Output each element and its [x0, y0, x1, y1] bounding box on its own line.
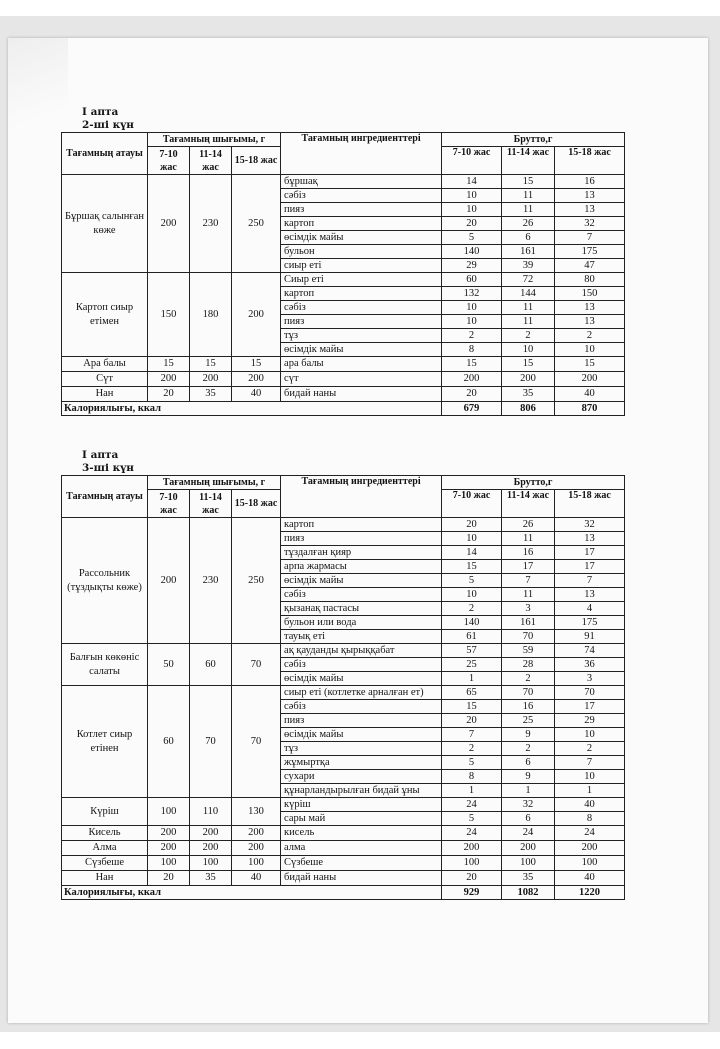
- ingredient-name: бұршақ: [281, 175, 442, 189]
- brutto-value: 25: [442, 658, 502, 672]
- viewer-bottom-bar: [0, 1032, 720, 1049]
- section2-day: 3-ші күн: [82, 462, 134, 474]
- brutto-value: 17: [502, 560, 555, 574]
- ingredient-name: сәбіз: [281, 700, 442, 714]
- brutto-value: 8: [442, 343, 502, 357]
- header-brutto-age: 7-10 жас: [442, 490, 502, 518]
- ingredient-name: бидай наны: [281, 871, 442, 886]
- dish-name: Сүт: [62, 372, 148, 387]
- dish-name: Балғын көкөніс салаты: [62, 644, 148, 686]
- brutto-value: 140: [442, 245, 502, 259]
- dish-output: 230: [190, 175, 232, 273]
- brutto-value: 11: [502, 189, 555, 203]
- brutto-value: 2: [502, 329, 555, 343]
- brutto-value: 2: [442, 742, 502, 756]
- brutto-value: 140: [442, 616, 502, 630]
- dish-output: 250: [232, 518, 281, 644]
- brutto-value: 2: [442, 329, 502, 343]
- brutto-value: 150: [555, 287, 625, 301]
- brutto-value: 15: [555, 357, 625, 372]
- section1-day: 2-ші күн: [82, 119, 134, 131]
- brutto-value: 1: [502, 784, 555, 798]
- dish-output: 60: [190, 644, 232, 686]
- brutto-value: 35: [502, 387, 555, 402]
- brutto-value: 7: [555, 756, 625, 770]
- dish-name: Күріш: [62, 798, 148, 826]
- header-brutto: Брутто,г: [442, 476, 625, 490]
- dish-output: 100: [232, 856, 281, 871]
- dish-output: 15: [190, 357, 232, 372]
- header-ingredients: Тағамның ингредиенттері: [281, 133, 442, 175]
- brutto-value: 161: [502, 245, 555, 259]
- dish-output: 40: [232, 387, 281, 402]
- dish-output: 70: [190, 686, 232, 798]
- brutto-value: 15: [442, 357, 502, 372]
- dish-output: 20: [148, 871, 190, 886]
- brutto-value: 24: [442, 826, 502, 841]
- brutto-value: 2: [555, 742, 625, 756]
- brutto-value: 6: [502, 231, 555, 245]
- dish-name: Алма: [62, 841, 148, 856]
- ingredient-name: картоп: [281, 217, 442, 231]
- brutto-value: 11: [502, 315, 555, 329]
- dish-output: 50: [148, 644, 190, 686]
- brutto-value: 200: [502, 841, 555, 856]
- brutto-value: 36: [555, 658, 625, 672]
- ingredient-name: тұз: [281, 329, 442, 343]
- ingredient-name: сәбіз: [281, 588, 442, 602]
- brutto-value: 10: [442, 189, 502, 203]
- dish-output: 200: [232, 372, 281, 387]
- dish-output: 15: [232, 357, 281, 372]
- ingredient-name: сәбіз: [281, 189, 442, 203]
- brutto-value: 10: [555, 728, 625, 742]
- brutto-value: 10: [442, 315, 502, 329]
- header-brutto: Брутто,г: [442, 133, 625, 147]
- ingredient-name: өсімдік майы: [281, 343, 442, 357]
- dish-name: Котлет сиыр етінен: [62, 686, 148, 798]
- dish-name: Картоп сиыр етімен: [62, 273, 148, 357]
- dish-output: 100: [190, 856, 232, 871]
- brutto-value: 17: [555, 560, 625, 574]
- header-output-age: 15-18 жас: [232, 490, 281, 518]
- calories-label: Калориялығы, ккал: [62, 886, 442, 900]
- calories-row: [62, 886, 625, 900]
- ingredient-name: өсімдік майы: [281, 231, 442, 245]
- calories-value: 1082: [502, 886, 555, 900]
- ingredient-name: қызанақ пастасы: [281, 602, 442, 616]
- dish-name: Нан: [62, 387, 148, 402]
- dish-output: 110: [190, 798, 232, 826]
- brutto-value: 5: [442, 231, 502, 245]
- ingredient-name: сәбіз: [281, 301, 442, 315]
- brutto-value: 11: [502, 532, 555, 546]
- brutto-value: 17: [555, 700, 625, 714]
- ingredient-name: күріш: [281, 798, 442, 812]
- ingredient-name: Сүзбеше: [281, 856, 442, 871]
- calories-label: Калориялығы, ккал: [62, 402, 442, 416]
- brutto-value: 10: [555, 343, 625, 357]
- brutto-value: 7: [555, 574, 625, 588]
- brutto-value: 2: [502, 742, 555, 756]
- brutto-value: 28: [502, 658, 555, 672]
- brutto-value: 11: [502, 588, 555, 602]
- header-output-age: 11-14 жас: [190, 147, 232, 175]
- brutto-value: 24: [555, 826, 625, 841]
- brutto-value: 6: [502, 756, 555, 770]
- ingredient-name: бульон или вода: [281, 616, 442, 630]
- ingredient-name: бидай наны: [281, 387, 442, 402]
- brutto-value: 24: [442, 798, 502, 812]
- brutto-value: 20: [442, 518, 502, 532]
- ingredient-name: құнарландырылған бидай ұны: [281, 784, 442, 798]
- header-brutto-age: 15-18 жас: [555, 147, 625, 175]
- calories-row: [62, 402, 625, 416]
- dish-output: 100: [148, 798, 190, 826]
- dish-output: 20: [148, 387, 190, 402]
- header-output: Тағамның шығымы, г: [148, 133, 281, 147]
- brutto-value: 72: [502, 273, 555, 287]
- brutto-value: 7: [502, 574, 555, 588]
- brutto-value: 39: [502, 259, 555, 273]
- brutto-value: 100: [442, 856, 502, 871]
- dish-output: 200: [232, 841, 281, 856]
- dish-output: 200: [148, 826, 190, 841]
- brutto-value: 29: [442, 259, 502, 273]
- header-brutto-age: 15-18 жас: [555, 490, 625, 518]
- brutto-value: 40: [555, 387, 625, 402]
- dish-output: 250: [232, 175, 281, 273]
- dish-output: 230: [190, 518, 232, 644]
- ingredient-name: тауық еті: [281, 630, 442, 644]
- brutto-value: 35: [502, 871, 555, 886]
- dish-output: 70: [232, 644, 281, 686]
- viewer-top-bar: [0, 0, 720, 16]
- dish-output: 200: [190, 372, 232, 387]
- header-ingredients: Тағамның ингредиенттері: [281, 476, 442, 518]
- brutto-value: 32: [502, 798, 555, 812]
- dish-output: 60: [148, 686, 190, 798]
- header-output-age: 7-10 жас: [148, 147, 190, 175]
- brutto-value: 3: [555, 672, 625, 686]
- brutto-value: 26: [502, 518, 555, 532]
- brutto-value: 20: [442, 217, 502, 231]
- brutto-value: 61: [442, 630, 502, 644]
- brutto-value: 5: [442, 756, 502, 770]
- brutto-value: 14: [442, 546, 502, 560]
- table-row: [62, 856, 625, 871]
- brutto-value: 10: [442, 532, 502, 546]
- table-row: [62, 686, 625, 700]
- header-dish-name: Тағамның атауы: [62, 133, 148, 175]
- brutto-value: 10: [442, 301, 502, 315]
- page-fold-shadow: [8, 38, 68, 148]
- brutto-value: 13: [555, 588, 625, 602]
- calories-value: 806: [502, 402, 555, 416]
- brutto-value: 16: [502, 546, 555, 560]
- dish-output: 200: [148, 518, 190, 644]
- brutto-value: 20: [442, 387, 502, 402]
- brutto-value: 100: [555, 856, 625, 871]
- brutto-value: 13: [555, 532, 625, 546]
- brutto-value: 15: [502, 357, 555, 372]
- dish-output: 35: [190, 387, 232, 402]
- ingredient-name: ара балы: [281, 357, 442, 372]
- brutto-value: 4: [555, 602, 625, 616]
- table-row: [62, 798, 625, 812]
- brutto-value: 175: [555, 616, 625, 630]
- brutto-value: 200: [442, 841, 502, 856]
- brutto-value: 15: [442, 560, 502, 574]
- brutto-value: 7: [555, 231, 625, 245]
- table-row: [62, 841, 625, 856]
- dish-name: Ара балы: [62, 357, 148, 372]
- brutto-value: 200: [555, 841, 625, 856]
- brutto-value: 11: [502, 301, 555, 315]
- ingredient-name: сәбіз: [281, 658, 442, 672]
- brutto-value: 10: [442, 203, 502, 217]
- brutto-value: 16: [555, 175, 625, 189]
- brutto-value: 161: [502, 616, 555, 630]
- brutto-value: 7: [442, 728, 502, 742]
- header-brutto-age: 7-10 жас: [442, 147, 502, 175]
- calories-value: 1220: [555, 886, 625, 900]
- ingredient-name: өсімдік майы: [281, 574, 442, 588]
- brutto-value: 8: [555, 812, 625, 826]
- ingredient-name: пияз: [281, 532, 442, 546]
- table-row: [62, 387, 625, 402]
- calories-value: 929: [442, 886, 502, 900]
- ingredient-name: бульон: [281, 245, 442, 259]
- brutto-value: 60: [442, 273, 502, 287]
- ingredient-name: кисель: [281, 826, 442, 841]
- dish-output: 15: [148, 357, 190, 372]
- table-row: [62, 357, 625, 372]
- brutto-value: 25: [502, 714, 555, 728]
- dish-output: 200: [190, 841, 232, 856]
- ingredient-name: пияз: [281, 315, 442, 329]
- brutto-value: 74: [555, 644, 625, 658]
- dish-output: 35: [190, 871, 232, 886]
- brutto-value: 6: [502, 812, 555, 826]
- ingredient-name: сухари: [281, 770, 442, 784]
- section1-week: I апта: [82, 106, 119, 118]
- dish-output: 200: [148, 175, 190, 273]
- brutto-value: 20: [442, 714, 502, 728]
- ingredient-name: картоп: [281, 287, 442, 301]
- brutto-value: 70: [555, 686, 625, 700]
- header-dish-name: Тағамның атауы: [62, 476, 148, 518]
- brutto-value: 59: [502, 644, 555, 658]
- table-row: [62, 372, 625, 387]
- calories-value: 679: [442, 402, 502, 416]
- brutto-value: 32: [555, 217, 625, 231]
- section2-week: I апта: [82, 449, 119, 461]
- ingredient-name: өсімдік майы: [281, 672, 442, 686]
- table-row: [62, 644, 625, 658]
- brutto-value: 20: [442, 871, 502, 886]
- brutto-value: 26: [502, 217, 555, 231]
- dish-name: Бұршақ салынған көже: [62, 175, 148, 273]
- table-row: [62, 175, 625, 189]
- brutto-value: 132: [442, 287, 502, 301]
- ingredient-name: сиыр еті (котлетке арналған ет): [281, 686, 442, 700]
- brutto-value: 8: [442, 770, 502, 784]
- dish-output: 200: [190, 826, 232, 841]
- ingredient-name: Сиыр еті: [281, 273, 442, 287]
- brutto-value: 5: [442, 574, 502, 588]
- brutto-value: 14: [442, 175, 502, 189]
- header-output: Тағамның шығымы, г: [148, 476, 281, 490]
- brutto-value: 1: [442, 784, 502, 798]
- brutto-value: 13: [555, 203, 625, 217]
- ingredient-name: алма: [281, 841, 442, 856]
- brutto-value: 3: [502, 602, 555, 616]
- brutto-value: 91: [555, 630, 625, 644]
- table-row: [62, 826, 625, 841]
- table-row: [62, 871, 625, 886]
- ingredient-name: ақ қауданды қырыққабат: [281, 644, 442, 658]
- header-brutto-age: 11-14 жас: [502, 147, 555, 175]
- brutto-value: 2: [555, 329, 625, 343]
- dish-name: Рассольник (тұздықты көже): [62, 518, 148, 644]
- table-row: [62, 518, 625, 532]
- dish-output: 70: [232, 686, 281, 798]
- brutto-value: 2: [442, 602, 502, 616]
- brutto-value: 13: [555, 301, 625, 315]
- brutto-value: 47: [555, 259, 625, 273]
- brutto-value: 13: [555, 315, 625, 329]
- dish-output: 200: [232, 826, 281, 841]
- brutto-value: 200: [502, 372, 555, 387]
- calories-value: 870: [555, 402, 625, 416]
- brutto-value: 40: [555, 798, 625, 812]
- brutto-value: 80: [555, 273, 625, 287]
- dish-output: 40: [232, 871, 281, 886]
- header-output-age: 11-14 жас: [190, 490, 232, 518]
- ingredient-name: пияз: [281, 714, 442, 728]
- dish-output: 180: [190, 273, 232, 357]
- ingredient-name: тұздалған қияр: [281, 546, 442, 560]
- brutto-value: 175: [555, 245, 625, 259]
- brutto-value: 24: [502, 826, 555, 841]
- ingredient-name: картоп: [281, 518, 442, 532]
- brutto-value: 40: [555, 871, 625, 886]
- dish-name: Кисель: [62, 826, 148, 841]
- menu-table-day2: [61, 132, 625, 416]
- ingredient-name: сүт: [281, 372, 442, 387]
- brutto-value: 9: [502, 770, 555, 784]
- brutto-value: 32: [555, 518, 625, 532]
- menu-table-day3: [61, 475, 625, 900]
- ingredient-name: тұз: [281, 742, 442, 756]
- brutto-value: 5: [442, 812, 502, 826]
- dish-name: Нан: [62, 871, 148, 886]
- dish-output: 150: [148, 273, 190, 357]
- dish-output: 200: [148, 372, 190, 387]
- header-output-age: 7-10 жас: [148, 490, 190, 518]
- brutto-value: 200: [555, 372, 625, 387]
- dish-output: 200: [148, 841, 190, 856]
- brutto-value: 10: [502, 343, 555, 357]
- brutto-value: 2: [502, 672, 555, 686]
- brutto-value: 9: [502, 728, 555, 742]
- dish-name: Сүзбеше: [62, 856, 148, 871]
- brutto-value: 65: [442, 686, 502, 700]
- ingredient-name: жұмыртқа: [281, 756, 442, 770]
- brutto-value: 16: [502, 700, 555, 714]
- brutto-value: 200: [442, 372, 502, 387]
- dish-output: 200: [232, 273, 281, 357]
- brutto-value: 29: [555, 714, 625, 728]
- brutto-value: 15: [502, 175, 555, 189]
- table-row: [62, 273, 625, 287]
- brutto-value: 57: [442, 644, 502, 658]
- ingredient-name: сиыр еті: [281, 259, 442, 273]
- brutto-value: 10: [555, 770, 625, 784]
- ingredient-name: өсімдік майы: [281, 728, 442, 742]
- brutto-value: 144: [502, 287, 555, 301]
- brutto-value: 70: [502, 686, 555, 700]
- dish-output: 100: [148, 856, 190, 871]
- brutto-value: 1: [555, 784, 625, 798]
- brutto-value: 70: [502, 630, 555, 644]
- header-output-age: 15-18 жас: [232, 147, 281, 175]
- dish-output: 130: [232, 798, 281, 826]
- ingredient-name: пияз: [281, 203, 442, 217]
- header-brutto-age: 11-14 жас: [502, 490, 555, 518]
- brutto-value: 100: [502, 856, 555, 871]
- brutto-value: 10: [442, 588, 502, 602]
- ingredient-name: арпа жармасы: [281, 560, 442, 574]
- brutto-value: 11: [502, 203, 555, 217]
- ingredient-name: сары май: [281, 812, 442, 826]
- brutto-value: 13: [555, 189, 625, 203]
- brutto-value: 15: [442, 700, 502, 714]
- brutto-value: 17: [555, 546, 625, 560]
- brutto-value: 1: [442, 672, 502, 686]
